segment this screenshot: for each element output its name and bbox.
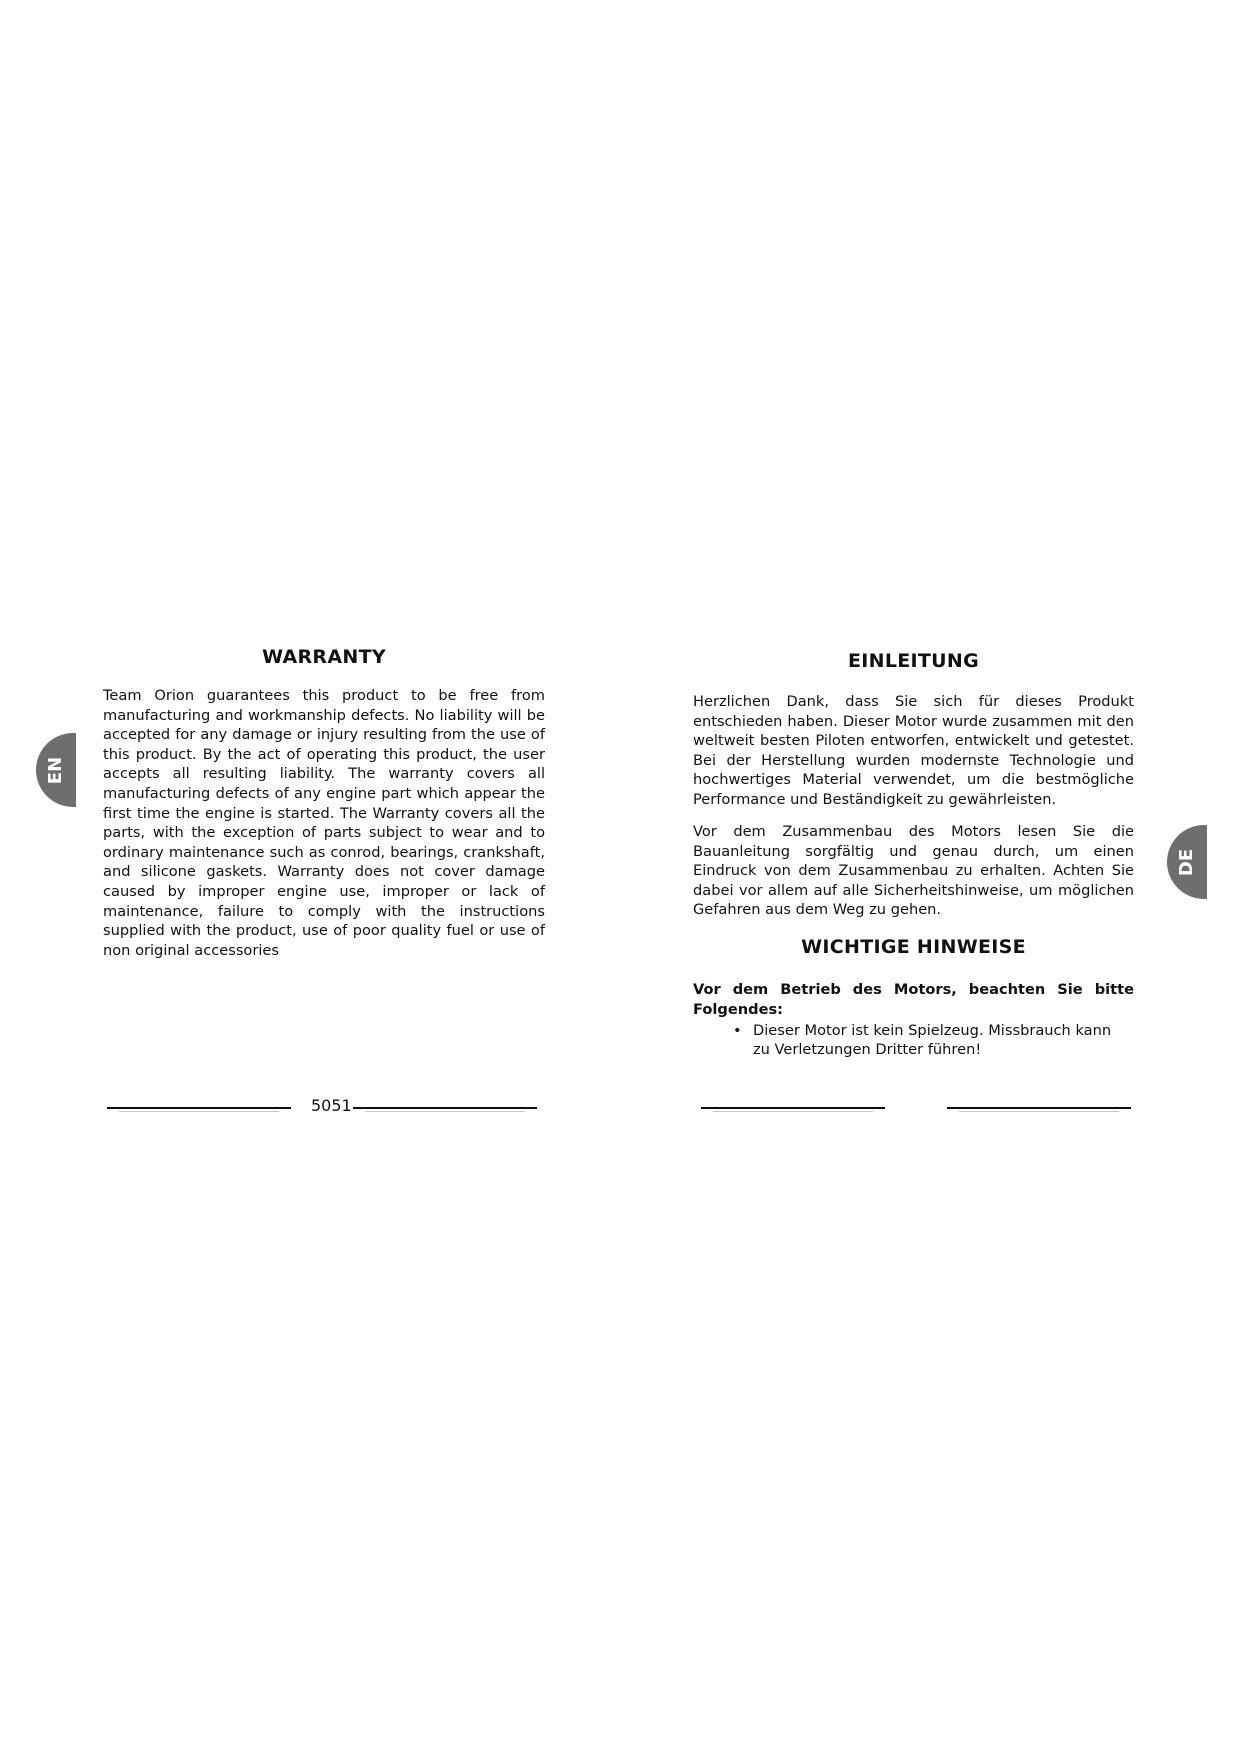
footer-rule-right — [947, 1107, 1131, 1109]
bullet-icon: • — [733, 1022, 742, 1039]
wichtige-hinweise-heading: WICHTIGE HINWEISE — [801, 936, 1026, 958]
warranty-body: Team Orion guarantees this product to be free from manufacturing and workmanship defects. No liability will be accepted for any damage or injury resulting from the use of this product. By the act of operating this product, the user accepts all resulting liability. The warranty covers all manufacturing defects of any engine part which appear the first time the engine is started. The Warranty covers all the parts, with the exception of parts subject to wear and to ordinary maintenance such as conrod, bearings, crankshaft, and silicone gaskets. Warranty does not cover damage caused by improper engine use, improper or lack of maintenance, failure to comply with the instructions supplied with the product, use of poor quality fuel or use of non original accessories — [103, 687, 545, 959]
footer-rule-left — [701, 1107, 885, 1109]
language-tab-label: EN — [45, 756, 67, 784]
intro-paragraph: Herzlichen Dank, dass Sie sich für dieses Produkt entschieden haben. Dieser Motor wurde zusammen mit den weltweit besten Piloten entworfen, entwickelt und getestet. Bei der Herstellung wurden modernste Technologie und hochwertiges Material verwendet, um die bestmögliche Performance und Beständigkeit zu gewährleisten. — [693, 693, 1134, 808]
language-tab-en — [36, 733, 76, 807]
list-item — [723, 1022, 1123, 1059]
language-tab-label: DE — [1176, 848, 1198, 876]
warranty-heading: WARRANTY — [262, 646, 386, 668]
assembly-paragraph: Vor dem Zusammenbau des Motors lesen Sie die Bauanleitung sorgfältig und genau durch, um einen Eindruck von dem Zusammenbau zu erhalten. Achten Sie dabei vor allem auf alle Sicherheitshinweise, um möglichen Gefahren aus dem Weg zu gehen. — [693, 823, 1134, 919]
language-tab-de — [1167, 825, 1207, 899]
notes-intro: Vor dem Betrieb des Motors, beachten Sie bitte Folgendes: — [693, 981, 1134, 1018]
einleitung-heading: EINLEITUNG — [848, 650, 979, 672]
list-item-text: Dieser Motor ist kein Spielzeug. Missbrauch kann zu Verletzungen Dritter führen! — [753, 1022, 1112, 1058]
notes-list — [723, 1022, 1123, 1059]
left-page — [0, 0, 620, 1754]
footer-rule-right — [353, 1107, 537, 1109]
page-number: 5051 — [311, 1096, 352, 1115]
right-page — [620, 0, 1241, 1754]
footer-rule-left — [107, 1107, 291, 1109]
